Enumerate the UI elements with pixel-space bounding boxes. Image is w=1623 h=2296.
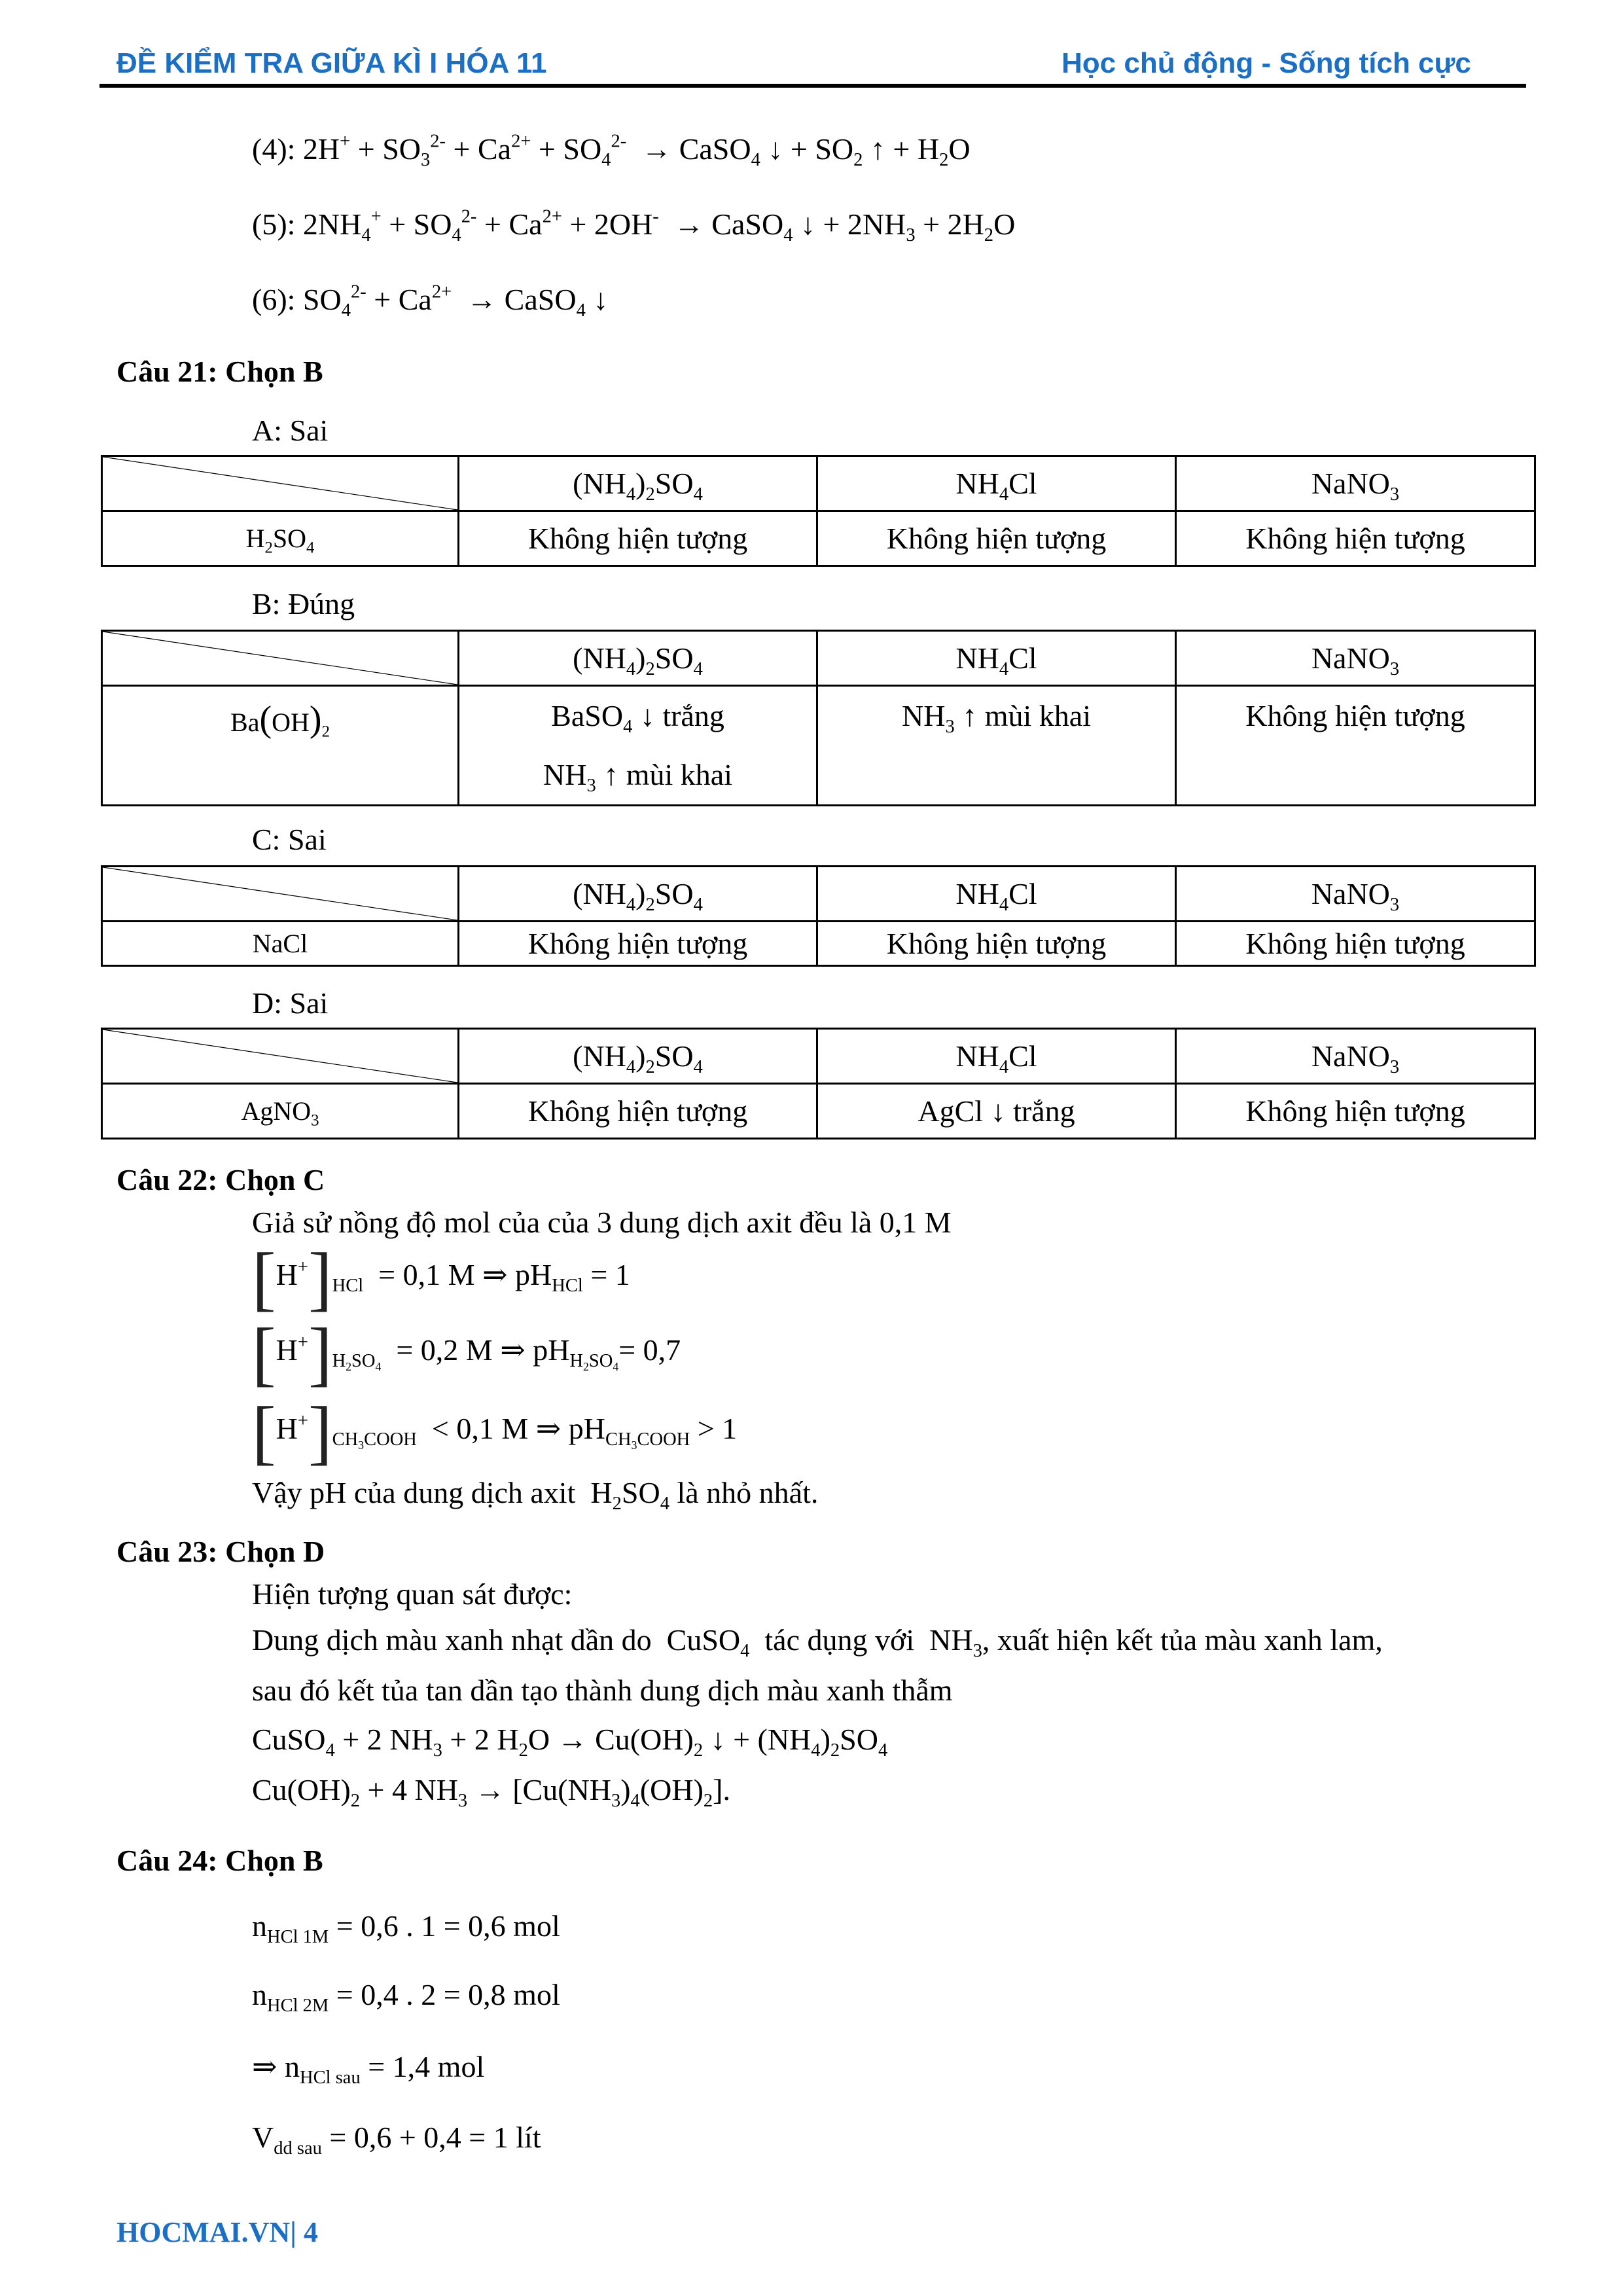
table-option-d bbox=[101, 1028, 1536, 1139]
q23-line-1: Hiện tượng quan sát được: bbox=[252, 1577, 573, 1611]
diagonal-cell bbox=[102, 456, 459, 511]
option-a-label: A: Sai bbox=[252, 414, 329, 447]
q22-line-h2so4: $[H^+]_{H_2SO_4} = 0,2$ M ⇒ $pH_{H_2SO_4}= 0,7$ bbox=[252, 1313, 681, 1393]
question-23-title: Câu 23: Chọn D bbox=[116, 1535, 325, 1568]
table-option-c bbox=[101, 865, 1536, 967]
result-cell: Không hiện tượng bbox=[1176, 686, 1535, 806]
q22-line-hcl: $[H^+]_{HCl} = 0,1$ M ⇒ $pH_{HCl} = 1$ bbox=[252, 1238, 630, 1318]
reagent-agno3: AgNO$_3$ bbox=[102, 1084, 459, 1139]
diagonal-cell bbox=[102, 1029, 459, 1084]
q22-line-ch3cooh: $[H^+]_{CH_3COOH} < 0,1$ M ⇒ $pH_{CH_3COOH} > 1$ bbox=[252, 1391, 738, 1472]
result-cell: Không hiện tượng bbox=[459, 1084, 817, 1139]
equation-5: (5): $2NH_4^+ + SO_4^{2-} + Ca^{2+} + 2OH^-$ → CaSO$_4$ ↓ + $2NH_3 + 2H_2O$ bbox=[252, 206, 1016, 245]
result-cell: Không hiện tượng bbox=[459, 511, 817, 566]
header-ammonium-chloride: $NH_4Cl$ bbox=[817, 631, 1176, 686]
result-cell: Không hiện tượng bbox=[459, 922, 817, 966]
page-footer: HOCMAI.VN| 4 bbox=[116, 2216, 318, 2248]
result-cell: Không hiện tượng bbox=[817, 511, 1176, 566]
reagent-baoh2: $Ba(OH)_2$ bbox=[102, 686, 459, 806]
diagonal-cell bbox=[102, 631, 459, 686]
header-ammonium-sulfate: $(NH_4)_2SO_4$ bbox=[459, 1029, 817, 1084]
header-ammonium-chloride: $NH_4Cl$ bbox=[817, 456, 1176, 511]
result-cell: Không hiện tượng bbox=[1176, 511, 1535, 566]
header-sodium-nitrate: NaNO$_3$ bbox=[1176, 456, 1535, 511]
q24-line-1: $n_{HCl 1M} = 0,6$ . 1 = 0,6 mol bbox=[252, 1909, 560, 1947]
result-cell: Không hiện tượng bbox=[1176, 1084, 1535, 1139]
q23-line-3: sau đó kết tủa tan dần tạo thành dung dịch màu xanh thẫm bbox=[252, 1674, 953, 1707]
header-sodium-nitrate: NaNO$_3$ bbox=[1176, 1029, 1535, 1084]
reagent-nacl: NaCl bbox=[102, 922, 459, 966]
header-ammonium-chloride: $NH_4Cl$ bbox=[817, 867, 1176, 922]
option-b-label: B: Đúng bbox=[252, 587, 355, 620]
header-ammonium-chloride: $NH_4Cl$ bbox=[817, 1029, 1176, 1084]
result-cell: Không hiện tượng bbox=[817, 922, 1176, 966]
q24-line-4: $V_{dd sau} = 0,6 + 0,4 = 1$ lít bbox=[252, 2121, 541, 2159]
result-cell: AgCl ↓ trắng bbox=[817, 1084, 1176, 1139]
q23-equation-1: CuSO$_4$ + 2 $NH_3 + 2$ $H_2O \to Cu(OH)_2$ ↓ + $(NH_4)_2SO_4$ bbox=[252, 1723, 888, 1761]
question-22-title: Câu 22: Chọn C bbox=[116, 1163, 325, 1196]
q22-intro: Giả sử nồng độ mol của của 3 dung dịch axit đều là 0,1 M bbox=[252, 1206, 952, 1239]
diagonal-cell bbox=[102, 867, 459, 922]
result-cell: BaSO$_4$ ↓ trắng $NH_3$ ↑ mùi khai bbox=[459, 686, 817, 806]
header-sodium-nitrate: NaNO$_3$ bbox=[1176, 867, 1535, 922]
header-ammonium-sulfate: $(NH_4)_2SO_4$ bbox=[459, 867, 817, 922]
option-c-label: C: Sai bbox=[252, 823, 327, 856]
q24-line-2: $n_{HCl 2M} = 0,4$ . 2 = 0,8 mol bbox=[252, 1978, 560, 2016]
table-option-b bbox=[101, 630, 1536, 806]
table-option-a bbox=[101, 455, 1536, 567]
question-24-title: Câu 24: Chọn B bbox=[116, 1844, 323, 1877]
header-sodium-nitrate: NaNO$_3$ bbox=[1176, 631, 1535, 686]
equation-4: (4): $2H^+ + SO_3^{2-} + Ca^{2+} + SO_4^{2-}$ → CaSO$_4$ ↓ + $SO_2$ ↑ + $H_2O$ bbox=[252, 131, 971, 170]
q22-conclusion: Vậy pH của dung dịch axit $H_2SO_4$ là nhỏ nhất. bbox=[252, 1476, 819, 1514]
equation-6: (6): $SO_4^{2-} + Ca^{2+}$ → CaSO$_4$ ↓ bbox=[252, 281, 609, 321]
doc-header-title: ĐỀ KIỂM TRA GIỮA KÌ I HÓA 11 bbox=[116, 47, 547, 79]
header-ammonium-sulfate: $(NH_4)_2SO_4$ bbox=[459, 456, 817, 511]
doc-header-slogan: Học chủ động - Sống tích cực bbox=[1061, 47, 1471, 79]
question-21-title: Câu 21: Chọn B bbox=[116, 355, 323, 388]
result-cell: $NH_3$ ↑ mùi khai bbox=[817, 686, 1176, 806]
q23-equation-2: $Cu(OH)_2 + 4$ $NH_3 \to [Cu(NH_3)_4(OH)_2]$. bbox=[252, 1773, 730, 1811]
q23-line-2: Dung dịch màu xanh nhạt dần do CuSO$_4$ tác dụng với $NH_3$, xuất hiện kết tủa màu xanh lam, bbox=[252, 1623, 1383, 1661]
reagent-h2so4: $H_2SO_4$ bbox=[102, 511, 459, 566]
header-rule bbox=[99, 84, 1526, 88]
header-ammonium-sulfate: $(NH_4)_2SO_4$ bbox=[459, 631, 817, 686]
option-d-label: D: Sai bbox=[252, 986, 329, 1020]
q24-line-3: ⇒ $n_{HCl sau} = 1,4$ mol bbox=[252, 2050, 485, 2088]
result-cell: Không hiện tượng bbox=[1176, 922, 1535, 966]
